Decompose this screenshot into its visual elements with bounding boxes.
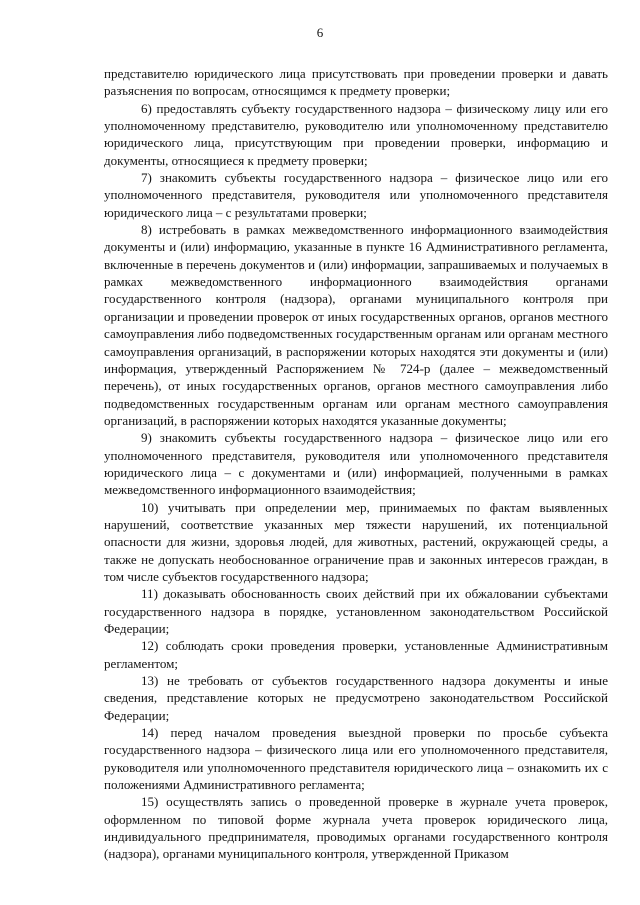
document-body [104,65,608,863]
paragraph-item-15: 15) осуществлять запись о проведенной проверке в журнале учета проверок, оформленном по типовой форме журнала учета проверок юридического лица, индивидуального предпринимателя, проводимых органами государственного контроля (надзора), органами муниципального контроля, утвержденной Приказом [104,794,608,862]
paragraph-continuation: представителю юридического лица присутствовать при проведении проверки и давать разъяснения по вопросам, относящимся к предмету проверки; [104,66,608,99]
paragraph-item-11: 11) доказывать обоснованность своих действий при их обжаловании субъектами государственного надзора в порядке, установленном законодательством Российской Федерации; [104,586,608,636]
paragraph-item-6: 6) предоставлять субъекту государственного надзора – физическому лицу или его уполномоченному представителю, руководителю или уполномоченному представителю юридического лица, присутствующим при проведении проверки, информацию и документы, относящиеся к предмету проверки; [104,100,608,168]
paragraph-item-10: 10) учитывать при определении мер, принимаемых по фактам выявленных нарушений, соответствие указанных мер тяжести нарушений, их потенциальной опасности для жизни, здоровья людей, для животных, растений, окружающей среды, а также не допускать необоснованное ограничение прав и законных интересов граждан, в том числе субъектов государственного надзора; [104,499,608,584]
paragraph-item-8: 8) истребовать в рамках межведомственного информационного взаимодействия документы и (или) информацию, указанные в пункте 16 Административного регламента, включенные в перечень документов и (или) информации, запрашиваемых и получаемых в рамках межведомственного информационного взаимодействия органами государственного контроля (надзора), органами муниципального контроля при организации и проведении проверок от иных государственных органов, органов местного самоуправления либо подведомственных государственным органам или органам местного самоуправления организаций, в распоряжении которых находятся эти документы и (или) информация, утвержденный Распоряжением № 724-р (далее – межведомственный перечень), от иных государственных органов, органов местного самоуправления либо подведомственных государственным органам или органам местного самоуправления организаций, в распоряжении которых находятся указанные документы; [104,222,608,428]
page-number: 6 [316,25,324,40]
paragraph-item-14: 14) перед началом проведения выездной проверки по просьбе субъекта государственного надзора – физического лица или его уполномоченного представителя, руководителя или уполномоченного представителя юридического лица – ознакомить их с положениями Административного регламента; [104,725,608,793]
paragraph-item-12: 12) соблюдать сроки проведения проверки, установленные Административным регламентом; [104,638,608,671]
paragraph-item-7: 7) знакомить субъекты государственного надзора – физическое лицо или его уполномоченного представителя, руководителя или уполномоченного представителя юридического лица – с результатами проверки; [104,170,608,220]
paragraph-item-13: 13) не требовать от субъектов государственного надзора документы и иные сведения, представление которых не предусмотрено законодательством Российской Федерации; [104,673,608,723]
paragraph-item-9: 9) знакомить субъекты государственного надзора – физическое лицо или его уполномоченного представителя, руководителя или уполномоченного представителя юридического лица – с документами и (или) информацией, полученными в рамках межведомственного информационного взаимодействия; [104,430,608,498]
